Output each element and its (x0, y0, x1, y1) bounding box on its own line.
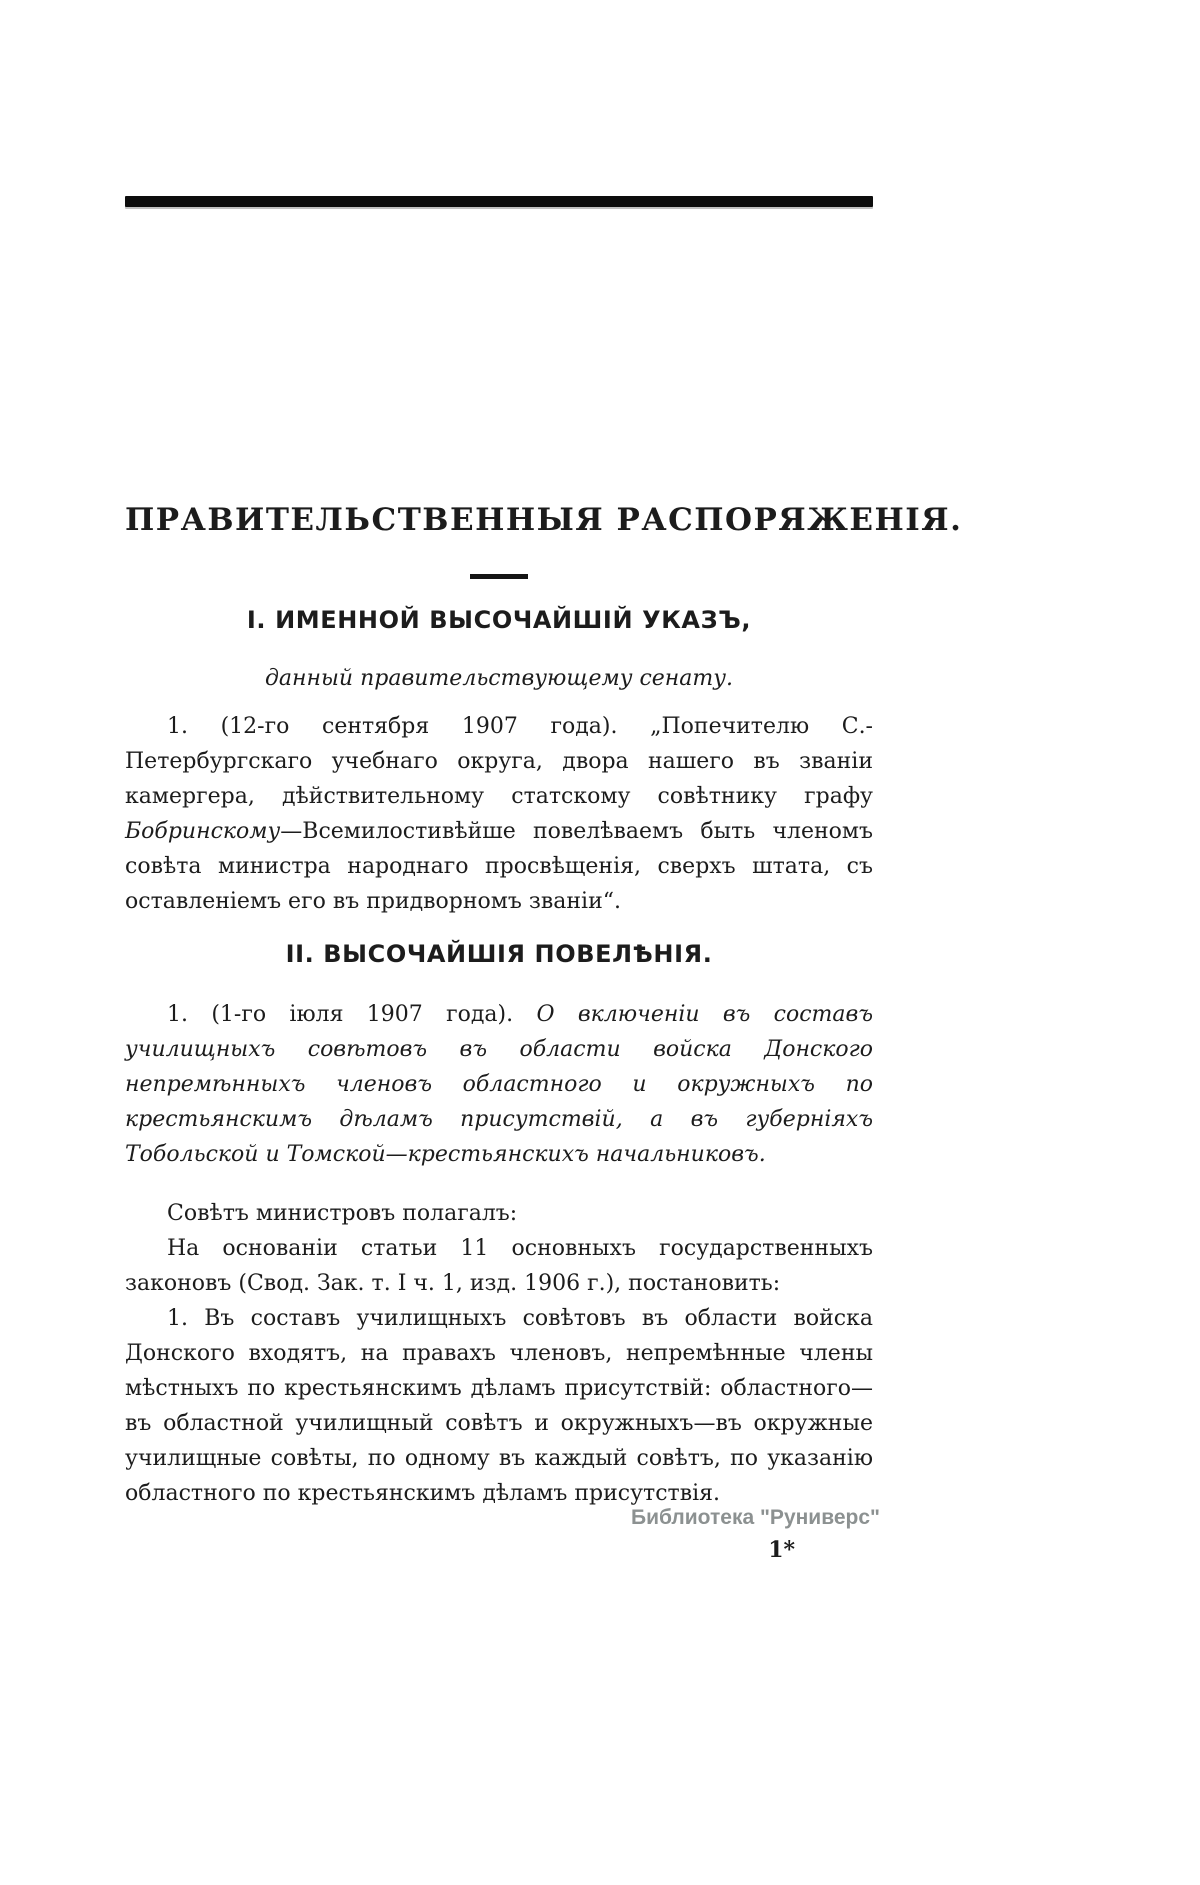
decree-italic-title: О включеніи въ составъ училищныхъ совѣтовъ въ области войска Донского непремѣнныхъ членовъ областного и окружныхъ по крестьянскимъ дѣламъ присутствій, а въ губерніяхъ Тобольской и Томской—крестьянскихъ начальниковъ. (125, 1002, 873, 1168)
section-2-paragraph-3: 1. Въ составъ училищныхъ совѣтовъ въ области войска Донского входятъ, на правахъ членовъ, непремѣнные члены мѣстныхъ по крестьянскимъ дѣламъ присутствій: областного—въ областной училищный совѣтъ и окружныхъ—въ окружные училищные совѣты, по одному въ каждый совѣтъ, по указанію областного по крестьянскимъ дѣламъ присутствія. (125, 1306, 873, 1507)
paragraph-text-lead: 1. (12-го сентября 1907 года). „Попечителю С.-Петербургскаго учебнаго округа, двора нашего въ званіи камергера, дѣйствительному статскому совѣтнику графу (125, 714, 873, 810)
section-1-paragraph (125, 709, 873, 919)
page-title: ПРАВИТЕЛЬСТВЕННЫЯ РАСПОРЯЖЕНІЯ. (125, 502, 963, 538)
section-1-heading: I. ИМЕННОЙ ВЫСОЧАЙШІЙ УКАЗЪ, (246, 605, 752, 634)
top-rule (125, 196, 873, 207)
section-2-paragraph-1: Совѣтъ министровъ полагалъ: (167, 1201, 518, 1227)
section-2-decree-title (125, 997, 873, 1172)
section-1-subtitle: данный правительствующему сенату. (264, 665, 734, 691)
section-2-paragraph-2: На основаніи статьи 11 основныхъ государственныхъ законовъ (Свод. Зак. т. I ч. 1, изд. 1906 г.), постановить: (125, 1236, 873, 1297)
text-column (125, 0, 963, 1564)
watermark: Библиотека "Руниверс" (630, 1506, 880, 1529)
signature-mark: 1* (768, 1537, 795, 1564)
paragraph-text-rest: —Всемилостивѣйше повелѣваемъ быть членомъ совѣта министра народнаго просвѣщенія, сверхъ штата, съ оставленіемъ его въ придворномъ званіи“. (125, 819, 873, 915)
section-2-heading: II. ВЫСОЧАЙШІЯ ПОВЕЛѢНІЯ. (285, 940, 713, 969)
decree-date-lead: 1. (1-го іюля 1907 года). (167, 1002, 537, 1028)
paragraph-emphasis-name: Бобринскому (125, 819, 281, 845)
title-divider (470, 574, 528, 579)
